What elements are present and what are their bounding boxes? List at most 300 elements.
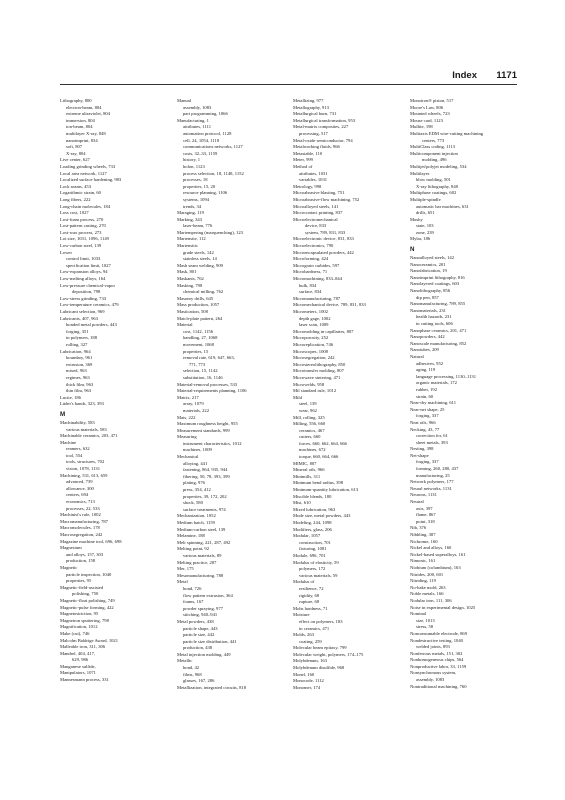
index-entry: Microporosity, 252	[293, 335, 329, 341]
index-entry: Nominal	[410, 611, 427, 617]
index-subentry: aging, 119	[416, 367, 436, 373]
index-entry: Martensite, 112	[177, 236, 206, 242]
index-entry: Mechanization, 1052	[177, 513, 216, 519]
index-entry: Molecular weight, polymers, 174–175	[293, 651, 364, 657]
index-entry: Metal	[177, 579, 188, 585]
index-subentry: resilience, 72	[299, 585, 324, 591]
index-entry: Metal-matrix composites, 227	[293, 124, 349, 130]
index-entry: Nichrome, 160	[410, 538, 438, 544]
index-subentry: forming, 260, 280, 437	[416, 466, 459, 472]
index-entry: Marking, 343	[177, 216, 203, 222]
index-entry: Nonhomogeneous chips, 564	[410, 657, 464, 663]
index-entry: Microalloyed steels, 141	[293, 203, 339, 209]
index-entry: Micromachining, 833–844	[293, 276, 342, 282]
index-entry: Lost-foam process, 270	[60, 216, 104, 222]
index-subentry: assembly, 1083	[416, 677, 445, 683]
index-entry: Magnetic-pulse forming, 422	[60, 604, 114, 610]
index-subentry: systems, 1094	[183, 196, 210, 202]
index-subentry: alloying, 441	[183, 460, 208, 466]
index-continuation: centers, 773	[422, 137, 445, 143]
index-entry: Mullite, 198	[410, 124, 433, 130]
index-entry: Network polymers, 177	[410, 479, 454, 485]
index-entry: Malcolm Baldrige Award, 1021	[60, 637, 119, 643]
index-entry: Molecular beam epitaxy, 799	[293, 645, 347, 651]
index-subentry: instrument characteristics, 1012	[183, 440, 242, 446]
index-subentry: processes, 22, 533	[66, 505, 100, 511]
index-entry: Micrometers, 1002	[293, 309, 328, 314]
index-subentry: trends, 34	[183, 203, 202, 209]
index-entry: Mineral oils, 966	[293, 467, 325, 473]
index-subentry: laser-beam, 776	[183, 223, 213, 229]
index-subentry: tools, structures, 702	[66, 459, 105, 465]
index-entry: Nonconsumable electrode, 869	[410, 630, 468, 636]
index-entry: Neat oils, 966	[410, 419, 436, 425]
index-entry: Magazine machine tool, 696, 698	[60, 538, 122, 544]
index-entry: Minimum bend radius, 398	[293, 480, 344, 486]
index-subentry: health hazards, 231	[416, 314, 452, 320]
index-entry: Mohs hardness, 71	[293, 605, 328, 611]
index-entry: Metallization, integrated circuits, 818	[177, 684, 247, 690]
index-entry: Mill, rolling, 325	[293, 414, 325, 420]
index-entry: Medium batch, 1159	[177, 520, 215, 525]
index-entry: Multiple-spindle	[410, 196, 441, 202]
index-subentry: zone, 239	[416, 229, 434, 235]
index-entry: Magnetostriction, 95	[60, 611, 99, 617]
index-entry: Manual	[177, 98, 192, 103]
index-subentry: state, 103	[416, 223, 434, 229]
index-entry: Natural	[410, 353, 424, 359]
index-continuation: polishing, 750	[72, 591, 99, 597]
index-entry: Melt spinning, 221, 287, 492	[177, 539, 231, 545]
index-subentry: rolling, 327	[66, 341, 88, 347]
index-entry: Lot size, 1031, 1096, 1149	[60, 236, 109, 242]
index-subentry: machines, 1009	[183, 447, 212, 453]
index-continuation: deposition, 798	[72, 289, 101, 295]
index-subentry: ion-beam, 804	[66, 124, 93, 130]
index-entry: Nanolithography, 856	[410, 288, 451, 294]
index-entry: Noise in experimental design, 1025	[410, 604, 476, 610]
index-subentry: fixturing, 1081	[299, 546, 327, 552]
index-entry: Lost-pattern casting, 270	[60, 223, 106, 229]
index-subentry: variables, 1031	[299, 177, 328, 183]
index-entry: Machinable ceramics, 203, 471	[60, 433, 118, 439]
header-rule	[60, 84, 517, 85]
index-entry: Microscopes, 1008	[293, 348, 328, 354]
index-subentry: press, 354, 412	[183, 487, 211, 493]
index-entry: Mash seam welding, 909	[177, 262, 223, 268]
index-entry: Metallizing, 977	[293, 98, 324, 103]
index-entry: Nondestructive testing, 1040	[410, 637, 463, 643]
index-entry: Masking, 798	[177, 282, 203, 288]
index-subentry: extrusion, 369	[66, 361, 93, 367]
index-subentry: boundary, 961	[66, 355, 93, 361]
index-entry: Modulus of	[293, 579, 315, 585]
index-entry: Microelectronic device, 831, 833	[293, 236, 354, 242]
index-entry: Mandrel, 404, 417,	[60, 650, 96, 656]
index-entry: Multiaxis EDM wire-cutting machining	[410, 130, 484, 136]
index-subentry: stitching, 940–941	[183, 612, 218, 618]
index-subentry: various materials, 89	[183, 552, 222, 558]
index-entry: Metalworking fluids, 966	[293, 144, 340, 150]
index-entry: Module, 696, 701	[293, 552, 326, 558]
index-entry: Live center, 627	[60, 157, 90, 163]
index-entry: Multilayer	[410, 170, 430, 176]
index-subentry: forging, 351	[66, 328, 89, 334]
index-subentry: attributes, 1111	[183, 124, 212, 130]
index-entry: Nanolayered coatings, 603	[410, 281, 460, 287]
index-entry: Mastication, 508	[177, 309, 208, 314]
index-subentry: mixed, 963	[66, 368, 87, 374]
index-subentry: array, 1079	[183, 401, 204, 407]
index-subentry: nanoimprint, 834	[66, 137, 98, 143]
index-entry: Metallurgical burn, 731	[293, 111, 337, 117]
index-entry: Magnetic-field-assisted	[60, 584, 104, 590]
index-subentry: removal rate, 619, 647, 663,	[183, 355, 235, 361]
index-subentry: stress, 58	[416, 624, 434, 630]
index-subentry: particle size distribution, 441	[183, 638, 237, 644]
index-entry: Moisture	[293, 612, 310, 618]
index-entry: Noble metals, 166	[410, 591, 444, 597]
index-entry: Moore's Law, 806	[410, 104, 444, 110]
index-subentry: machines, 672	[299, 447, 326, 453]
index-entry: Lucite, 186	[60, 394, 81, 400]
index-entry: Modulus of elasticity, 59	[293, 559, 339, 565]
index-entry: Manipulators, 1071	[60, 670, 96, 676]
index-subentry: cell, 24, 1054, 1118	[183, 137, 220, 143]
index-subentry: correction for, 61	[416, 433, 448, 439]
index-subentry: stainless steels, 14	[183, 256, 217, 262]
index-entry: Macrosegregation, 242	[60, 532, 103, 537]
index-entry: Multijet/polyjet modeling, 534	[410, 163, 467, 169]
index-entry: Nitriding, 119	[410, 578, 436, 584]
index-column-1	[60, 98, 170, 684]
index-subentry: polymers, 172	[299, 566, 326, 572]
index-entry: Nib, 376	[410, 525, 427, 531]
index-entry: Long-chain molecules, 184	[60, 203, 111, 209]
index-entry: Medium-carbon steel, 139	[177, 526, 226, 532]
index-entry: Nanopowders, 442	[410, 334, 445, 340]
index-entry: Nanophase ceramics, 201, 471	[410, 327, 467, 333]
index-column-2	[177, 98, 287, 691]
index-entry: Microabrasive blasting, 751	[293, 190, 345, 196]
index-continuation: molding, 496	[422, 157, 447, 163]
index-subentry: chemical milling, 762	[183, 289, 224, 295]
index-subentry: properties, 95	[66, 578, 92, 584]
index-entry: Microwelds, 958	[293, 381, 325, 387]
index-subentry: communications networks, 1127	[183, 144, 243, 150]
index-entry: Near-net shape, 25	[410, 406, 445, 412]
index-entry: Mil standard rule, 1012	[293, 388, 337, 394]
index-subentry: materials, 222	[183, 407, 210, 413]
index-continuation: 771, 773	[189, 361, 206, 367]
index-subentry: holon, 1123	[183, 163, 205, 169]
index-entry: MIMIC, 807	[293, 460, 317, 466]
index-entry: Molybdenum disulfide, 968	[293, 665, 345, 671]
index-subentry: steel, 139	[299, 401, 317, 407]
index-subentry: electron-beam, 804	[66, 104, 102, 110]
index-subentry: cutters, 660	[299, 434, 321, 440]
index-entry: Magnetic	[60, 564, 78, 570]
index-entry: Mer, 175	[177, 566, 194, 572]
index-subentry: ceramics, 467	[299, 427, 325, 433]
index-entry: Molybdenum, 163	[293, 658, 327, 664]
index-entry: Microencapsulated powders, 442	[293, 249, 354, 255]
index-subentry: language processing, 1130–1131	[416, 373, 477, 379]
index-entry: Lubrication, 964	[60, 348, 91, 354]
index-subentry: bulk, 834	[299, 282, 317, 288]
index-subentry: bonded metal powders, 443	[66, 322, 117, 328]
index-entry: Maraging, 119	[177, 210, 204, 216]
index-subentry: bond, 42	[183, 665, 200, 671]
index-entry: Metallography, 913	[293, 104, 329, 110]
index-entry: Logarithmic strain, 60	[60, 190, 101, 196]
index-subentry: various materials, 583	[66, 426, 107, 432]
index-entry: Mannesmann process, 331	[60, 677, 109, 683]
index-subentry: foams, 167	[183, 599, 204, 605]
index-entry: Minimills, 311	[293, 473, 321, 479]
index-entry: Necking, 43, 77	[410, 426, 440, 432]
index-entry: Matrix, 217	[177, 394, 199, 400]
index-entry: Monocode, 1112	[293, 678, 324, 684]
index-entry: Mushy	[410, 216, 423, 222]
index-subentry: properties, 15, 20	[183, 183, 216, 189]
index-columns	[60, 98, 517, 768]
index-entry: Micromanufacturing, 787	[293, 295, 341, 301]
index-subentry: manufacturing, 25	[416, 472, 450, 478]
index-entry: Low-pressure chemical-vapor	[60, 282, 115, 288]
index-subentry: shock, 580	[183, 500, 203, 506]
index-entry: Low-stress grinding, 733	[60, 295, 107, 301]
index-subentry: rubber, 192	[416, 386, 437, 392]
index-subentry: surface, 834	[299, 289, 322, 295]
index-entry: Martensitic	[177, 243, 198, 249]
index-continuation: system, 789, 831, 833	[305, 229, 346, 235]
index-entry: Mixed lubrication, 963	[293, 506, 336, 512]
index-entry: Long fibers, 222	[60, 196, 91, 202]
index-entry: Metrology, 998	[293, 183, 322, 189]
index-subentry: centers, 694	[66, 492, 89, 498]
index-entry: Nanoscale manufacturing, 852	[410, 340, 467, 346]
index-entry: Net-shape	[410, 452, 429, 458]
index-entry: Nibbling, 387	[410, 532, 436, 537]
index-entry: Microreplication, 746	[293, 341, 334, 347]
index-entry: Nonsynchronous system,	[410, 670, 457, 676]
index-entry: Nanoceramics, 201	[410, 261, 446, 267]
index-entry: Mounted wheels, 723	[410, 111, 450, 117]
index-subentry: size, 1013	[416, 617, 435, 623]
index-entry: No-bake mold, 263	[410, 584, 446, 590]
index-subentry: strain, 60	[416, 393, 434, 399]
index-entry: Machine	[60, 439, 77, 445]
index-entry: Near-dry machining, 611	[410, 400, 457, 406]
index-subentry: soft, 807	[66, 144, 83, 150]
index-entry: Metastable, 110	[293, 150, 323, 156]
index-subentry: X-ray, 804	[66, 150, 86, 156]
index-entry: Nodular iron, 111, 306	[410, 597, 452, 603]
index-entry: Meter, 999	[293, 157, 313, 163]
index-continuation: 629, 986	[72, 657, 89, 663]
index-entry: Macromolecules, 178	[60, 525, 100, 531]
index-entry: Neural networks, 1131	[410, 485, 452, 491]
index-entry: Metallic	[177, 658, 193, 664]
index-entry: Manganese sulfide,	[60, 663, 96, 669]
index-entry: Nickel-based superalloys, 161	[410, 551, 466, 557]
index-subentry: advanced, 739	[66, 479, 93, 485]
index-subentry: various materials, 59	[299, 572, 338, 578]
index-entry: Microforming, 424	[293, 256, 329, 262]
index-entry: Mouse card, 1123	[410, 117, 443, 123]
index-subentry: properties, 15	[183, 348, 209, 354]
index-subentry: part programming, 1066	[183, 111, 228, 117]
index-subentry: automatic bar machines, 631	[416, 203, 469, 209]
index-entry: Microelectromechanical	[293, 216, 338, 222]
index-entry: Micromechanical device, 789, 831, 833	[293, 302, 366, 308]
index-entry: Mechanical	[177, 454, 199, 460]
index-subentry: torque, 660, 664, 666	[299, 454, 339, 460]
index-entry: Mode size, metal powders, 443	[293, 513, 351, 519]
index-entry: Monel, 160	[293, 671, 315, 677]
index-subentry: control limit, 1033	[66, 256, 101, 262]
index-subentry: dip pen, 857	[416, 294, 439, 300]
index-subentry: resource planning, 1106	[183, 190, 228, 196]
index-entry: Microwave sintering, 471	[293, 374, 341, 380]
index-entry: Nanomanufacturing, 789, 855	[410, 301, 466, 307]
index-subentry: processing, 517	[299, 130, 328, 136]
index-subentry: and alloys, 157, 303	[66, 551, 104, 557]
index-subentry: grade steels, 142	[183, 249, 214, 255]
section-letter: N	[410, 246, 415, 254]
index-entry: Nimonic, 161	[410, 558, 436, 564]
index-subentry: production, 438	[183, 645, 213, 651]
index-entry: Metallurgical transformation, 953	[293, 117, 356, 123]
index-entry: Maximum roughness height, 955	[177, 421, 238, 427]
page-number: 1171	[496, 70, 517, 81]
index-subentry: thick film, 963	[66, 381, 94, 387]
index-subentry: flow pattern extrusion, 364	[183, 592, 233, 598]
index-entry: Mist, 610	[293, 500, 311, 506]
index-entry: Modular, 1057	[293, 533, 321, 539]
index-entry: Nontraditional machining, 760	[410, 683, 467, 689]
index-subentry: in cutting tools, 606	[416, 321, 453, 326]
index-subentry: assembly, 1083	[183, 104, 212, 110]
index-entry: Magnification, 1012	[60, 624, 98, 630]
index-subentry: process selection, 18, 1148, 1152	[183, 170, 244, 176]
index-entry: Multiphase coatings, 602	[410, 190, 457, 196]
index-entry: Lower	[60, 249, 72, 255]
index-subentry: particle shape, 443	[183, 625, 218, 631]
index-column-4	[410, 98, 520, 690]
index-entry: Machining, 531, 613, 659	[60, 472, 108, 478]
index-entry: Nitrides, 200, 601	[410, 571, 444, 577]
index-subentry: substitution, 16, 1146	[183, 374, 223, 380]
index-entry: Melting practice, 287	[177, 559, 217, 565]
index-subentry: films, 968	[183, 671, 202, 677]
index-subentry: properties, 39, 172, 202	[183, 493, 227, 499]
index-entry: Martempering (marquenching), 123	[177, 229, 243, 235]
index-subentry: plating, 976	[183, 480, 205, 486]
index-entry: Mylar, 186	[410, 236, 431, 242]
index-entry: Mass production, 1057	[177, 302, 220, 308]
index-subentry: wear, 962	[299, 407, 317, 413]
index-entry: Mask, 801	[177, 269, 197, 275]
index-subentry: adhesives, 952	[416, 360, 444, 366]
index-entry: Microabrasive-flow machining, 752	[293, 196, 360, 202]
index-entry: Material-removal processes, 533	[177, 381, 238, 387]
index-entry: Microsegregation, 242	[293, 355, 335, 361]
index-subentry: drills, 651	[416, 210, 435, 216]
index-entry: Micromolding in capillaries, 807	[293, 328, 354, 334]
index-subentry: processes, 18	[183, 177, 208, 183]
index-subentry: economics, 713	[66, 499, 95, 505]
index-subentry: costs, 32–33, 1159	[183, 150, 218, 156]
index-continuation: device, 833	[305, 223, 327, 229]
index-entry: Microcontact printing, 837	[293, 210, 343, 216]
index-entry: Microelectronics, 790	[293, 243, 334, 249]
index-subentry: bond, 726	[183, 585, 202, 591]
index-entry: Make (cut), 746	[60, 630, 90, 636]
index-entry: Metal injection molding, 449	[177, 651, 231, 657]
index-entry: Masonry drills, 645	[177, 295, 214, 301]
index-subentry: reamers, 632	[66, 446, 90, 452]
index-subentry: axis, 397	[416, 505, 433, 511]
index-entry: Lüder's bands, 323, 393	[60, 401, 104, 407]
index-subentry: fastening, 864, 935, 944	[183, 467, 228, 473]
index-entry: Low-carbon steel, 139	[60, 243, 102, 249]
index-subentry: selection, 15, 1142	[183, 368, 218, 374]
index-entry: Method of	[293, 163, 313, 169]
index-entry: Microtransfer molding, 807	[293, 368, 344, 374]
index-entry: Modifiers, glass, 206	[293, 526, 332, 532]
index-entry: Neutral	[410, 499, 424, 505]
index-entry: Melting point, 92	[177, 546, 210, 552]
index-subentry: rigidity, 68	[299, 592, 320, 598]
index-entry: Low-expansion alloys, 94	[60, 269, 108, 275]
index-entry: Nanoalloyed steels, 142	[410, 255, 455, 261]
index-entry: Melamine, 188	[177, 533, 205, 539]
index-entry: Nanoimprint lithography, 816	[410, 274, 465, 280]
index-subentry: effect on polymers, 183	[299, 618, 343, 624]
index-subentry: in ceramics, 471	[299, 625, 330, 631]
section-letter: M	[60, 410, 66, 418]
index-entry: Lubricant selection, 969	[60, 309, 105, 314]
index-subentry: forging, 337	[416, 459, 439, 465]
index-subentry: allowance, 300	[66, 485, 94, 491]
index-subentry: particle inspection, 1040	[66, 571, 112, 577]
index-entry: Manufacturing, 1	[177, 117, 209, 123]
index-subentry: specification limit, 1027	[66, 262, 111, 268]
index-entry: Multicomponent injection	[410, 150, 458, 156]
index-subentry: production, 158	[66, 558, 96, 564]
index-entry: Nanotubes, 209	[410, 347, 439, 353]
index-subentry: vision, 1078, 1131	[66, 466, 101, 472]
index-entry: Nonproductive labor, 33, 1159	[410, 663, 467, 669]
index-entry: Minimum-quantity lubrication, 613	[293, 487, 359, 493]
index-entry: Nickel and alloys, 160	[410, 545, 452, 551]
index-entry: Micrograin carbides, 597	[293, 262, 340, 268]
index-subentry: laser scan, 1009	[299, 322, 329, 328]
index-entry: Miscible blends, 180	[293, 493, 332, 499]
index-entry: Neurons, 1131	[410, 492, 437, 498]
index-entry: Malleable iron, 311, 306	[60, 644, 106, 650]
index-entry: Mild	[293, 394, 302, 400]
index-subentry: flame, 867	[416, 512, 436, 518]
index-entry: Niobium (columbium), 163	[410, 564, 461, 570]
index-entry: Molds, 263	[293, 632, 314, 638]
index-entry: Loading grinding wheels, 733	[60, 163, 116, 169]
index-entry: Material	[177, 322, 193, 328]
index-entry: Nesting, 398	[410, 446, 434, 452]
index-subentry: multilayer X-ray, 848	[66, 130, 106, 136]
